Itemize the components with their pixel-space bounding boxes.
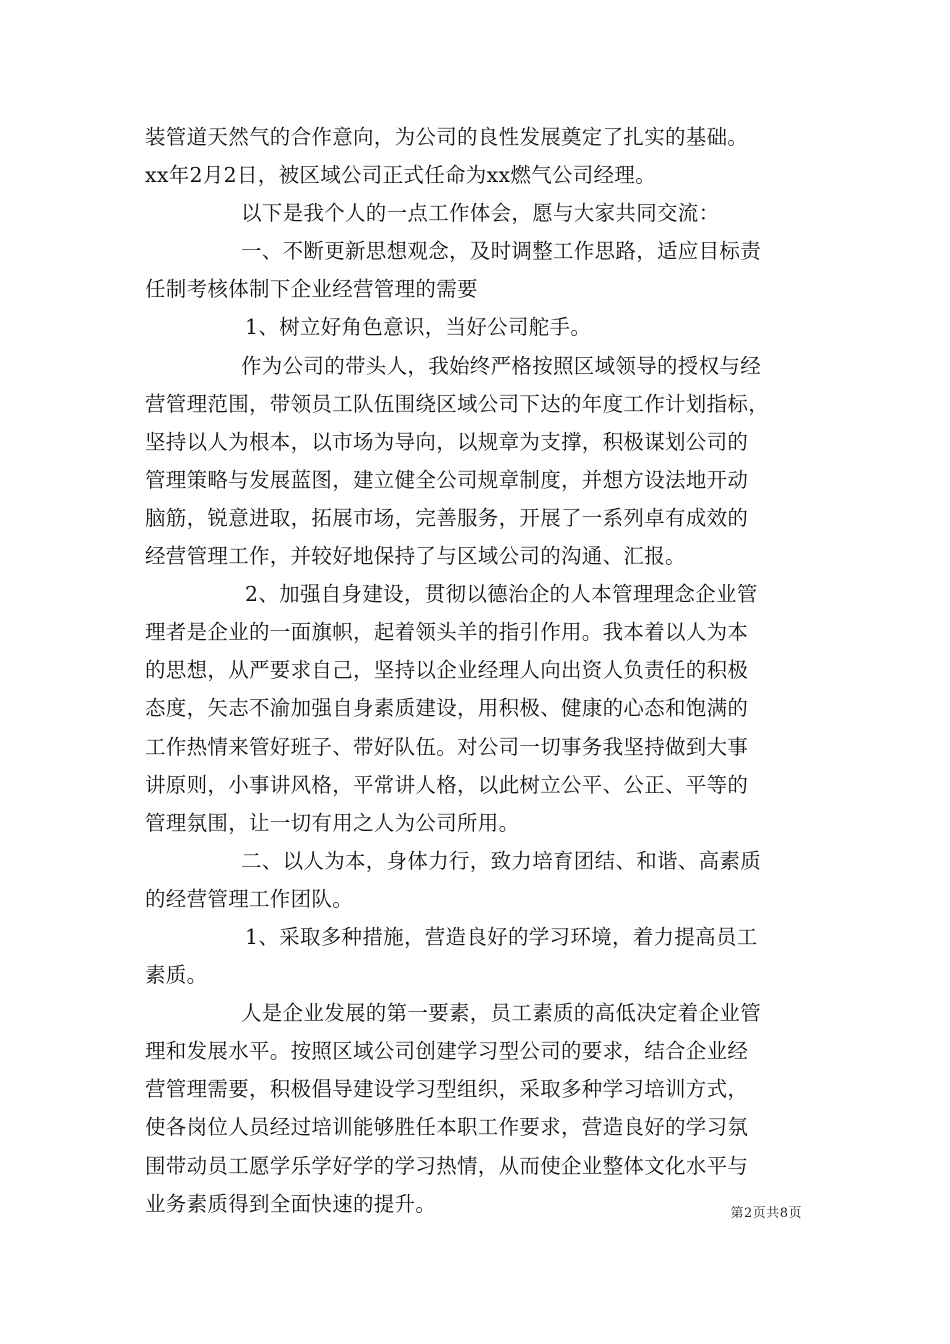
text-line: 理者是企业的一面旗帜，起着领头羊的指引作用。我本着以人为本 [145, 620, 749, 645]
text-line: 管理氛围，让一切有用之人为公司所用。 [145, 810, 520, 835]
text-line: 业务素质得到全面快速的提升。 [145, 1191, 437, 1216]
text-line: 理和发展水平。按照区域公司创建学习型公司的要求，结合企业经 [145, 1039, 749, 1064]
text-line: xx年2月2日，被区域公司正式任命为xx燃气公司经理。 [145, 163, 656, 188]
page-number: 第2页共8页 [730, 1206, 802, 1221]
text-line: 脑筋，锐意进取，拓展市场，完善服务，开展了一系列卓有成效的 [145, 505, 749, 530]
text-line: 坚持以人为根本，以市场为导向，以规章为支撑，积极谋划公司的 [145, 429, 749, 454]
document-body [145, 118, 835, 1223]
subsection-heading-cont: 素质。 [145, 963, 208, 988]
subsection-heading: 1、树立好角色意识，当好公司舵手。 [245, 315, 592, 340]
section-heading: 二、以人为本，身体力行，致力培育团结、和谐、高素质 [241, 848, 761, 873]
text-line: 营管理范围，带领员工队伍围绕区域公司下达的年度工作计划指标， [145, 391, 769, 416]
text-line: 装管道天然气的合作意向，为公司的良性发展奠定了扎实的基础。 [145, 125, 749, 149]
text-line: 使各岗位人员经过培训能够胜任本职工作要求，营造良好的学习氛 [145, 1115, 749, 1140]
text-line: 态度，矢志不渝加强自身素质建设，用积极、健康的心态和饱满的 [145, 696, 749, 721]
text-line: 管理策略与发展蓝图，建立健全公司规章制度，并想方设法地开动 [145, 467, 749, 492]
text-line: 工作热情来管好班子、带好队伍。对公司一切事务我坚持做到大事 [145, 734, 749, 759]
text-line: 围带动员工愿学乐学好学的学习热情，从而使企业整体文化水平与 [145, 1153, 749, 1178]
paragraph-start: 作为公司的带头人，我始终严格按照区域领导的授权与经 [241, 353, 761, 378]
text-line: 经营管理工作，并较好地保持了与区域公司的沟通、汇报。 [145, 544, 686, 569]
text-line: 讲原则，小事讲风格，平常讲人格，以此树立公平、公正、平等的 [145, 772, 749, 797]
section-heading-cont: 任制考核体制下企业经营管理的需要 [145, 277, 478, 302]
paragraph-start: 人是企业发展的第一要素，员工素质的高低决定着企业管 [241, 1001, 761, 1026]
subsection-heading: 2、加强自身建设，贯彻以德治企的人本管理理念企业管 [245, 582, 758, 607]
text-line: 营管理需要，积极倡导建设学习型组织，采取多种学习培训方式， [145, 1077, 749, 1102]
subsection-heading: 1、采取多种措施，营造良好的学习环境，着力提高员工 [245, 924, 758, 949]
paragraph-start: 以下是我个人的一点工作体会，愿与大家共同交流： [241, 201, 720, 226]
section-heading-cont: 的经营管理工作团队。 [145, 886, 353, 911]
text-line: 的思想，从严要求自己，坚持以企业经理人向出资人负责任的积极 [145, 658, 749, 683]
section-heading: 一、不断更新思想观念，及时调整工作思路，适应目标责 [241, 239, 761, 264]
